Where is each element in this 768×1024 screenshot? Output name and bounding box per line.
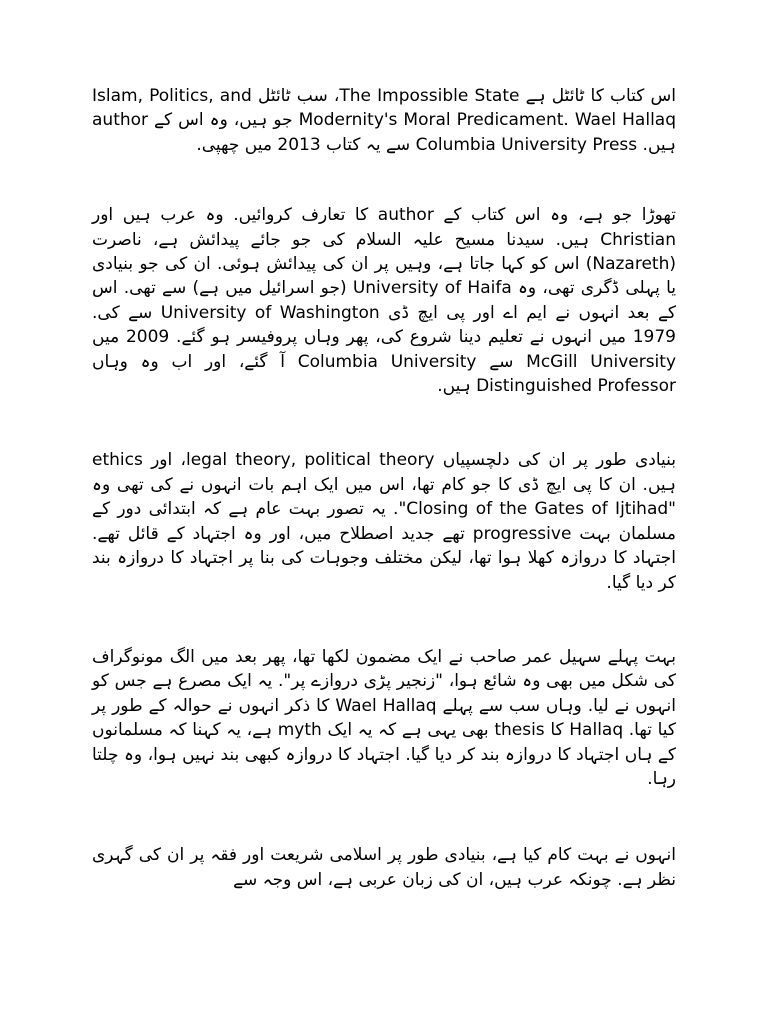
document-page: [92, 84, 676, 892]
paragraph-book-title: اس کتاب کا ٹائٹل ہے The Impossible State، سب ٹائٹل Islam, Politics, and Modernity's Moral Predicament. Wael Hallaq جو ہیں، وہ اس کے author ہیں. Columbia University Press سے یہ کتاب 2013 میں چھپی.: [92, 86, 677, 155]
paragraph-ijtihad-essay: بہت پہلے سہیل عمر صاحب نے ایک مضمون لکھا تھا، پھر بعد میں الگ مونوگراف کی شکل میں بھی وہ شائع ہوا، "زنجیر پڑی دروازے پر". یہ ایک مصرع ہے جس کو انہوں نے لیا. وہاں سب سے پہلے Wael Hallaq کا ذکر انہوں نے حوالہ کے طور پر کیا تھا. Hallaq کا thesis بھی یہی ہے کہ یہ ایک myth ہے، یہ کہنا کہ مسلمانوں کے ہاں اجتہاد کا دروازہ بند کر دیا گیا. اجتہاد کا دروازہ کبھی بند نہیں ہوا، وہ چلتا رہا.: [92, 646, 676, 789]
paragraph-interests: بنیادی طور پر ان کی دلچسپیاں legal theory, political theory، اور ethics ہیں. ان کا پی ایچ ڈی کا جو کام تھا، اس میں ایک اہم بات انہوں نے کی تھی وہ "Closing of the Gates of Ijtihad". یہ تصور بہت عام ہے کہ ابتدائی دور کے مسلمان بہت progressive تھے جدید اصطلاح میں، اور وہ اجتہاد کے قائل تھے. اجتہاد کا دروازہ کھلا ہوا تھا، لیکن مختلف وجوہات کی بنا پر اجتہاد کا دروازہ بند کر دیا گیا.: [92, 450, 677, 593]
paragraph-shariah-work: انہوں نے بہت کام کیا ہے، بنیادی طور پر اسلامی شریعت اور فقہ پر ان کی گہری نظر ہے. چونکہ عرب ہیں، ان کی زبان عربی ہے، اس وجہ سے: [92, 845, 676, 890]
paragraph-author-intro: تھوڑا جو ہے، وہ اس کتاب کے author کا تعارف کروائیں. وہ عرب ہیں اور Christian ہیں. سیدنا مسیح علیہ السلام کی جو جائے پیدائش ہے، ناصرت (Nazareth) اس کو کہا جاتا ہے، وہیں پر ان کی پیدائش ہوئی. ان کی جو بنیادی یا پہلی ڈگری تھی، وہ University of Haifa (جو اسرائیل میں ہے) سے تھی. اس کے بعد انہوں نے ایم اے اور پی ایچ ڈی University of Washington سے کی. 1979 میں انہوں نے تعلیم دینا شروع کی، پھر وہاں پروفیسر ہو گئے. 2009 میں McGill University سے Columbia University آ گئے، اور اب وہ وہاں Distinguished Professor ہیں.: [92, 205, 677, 397]
